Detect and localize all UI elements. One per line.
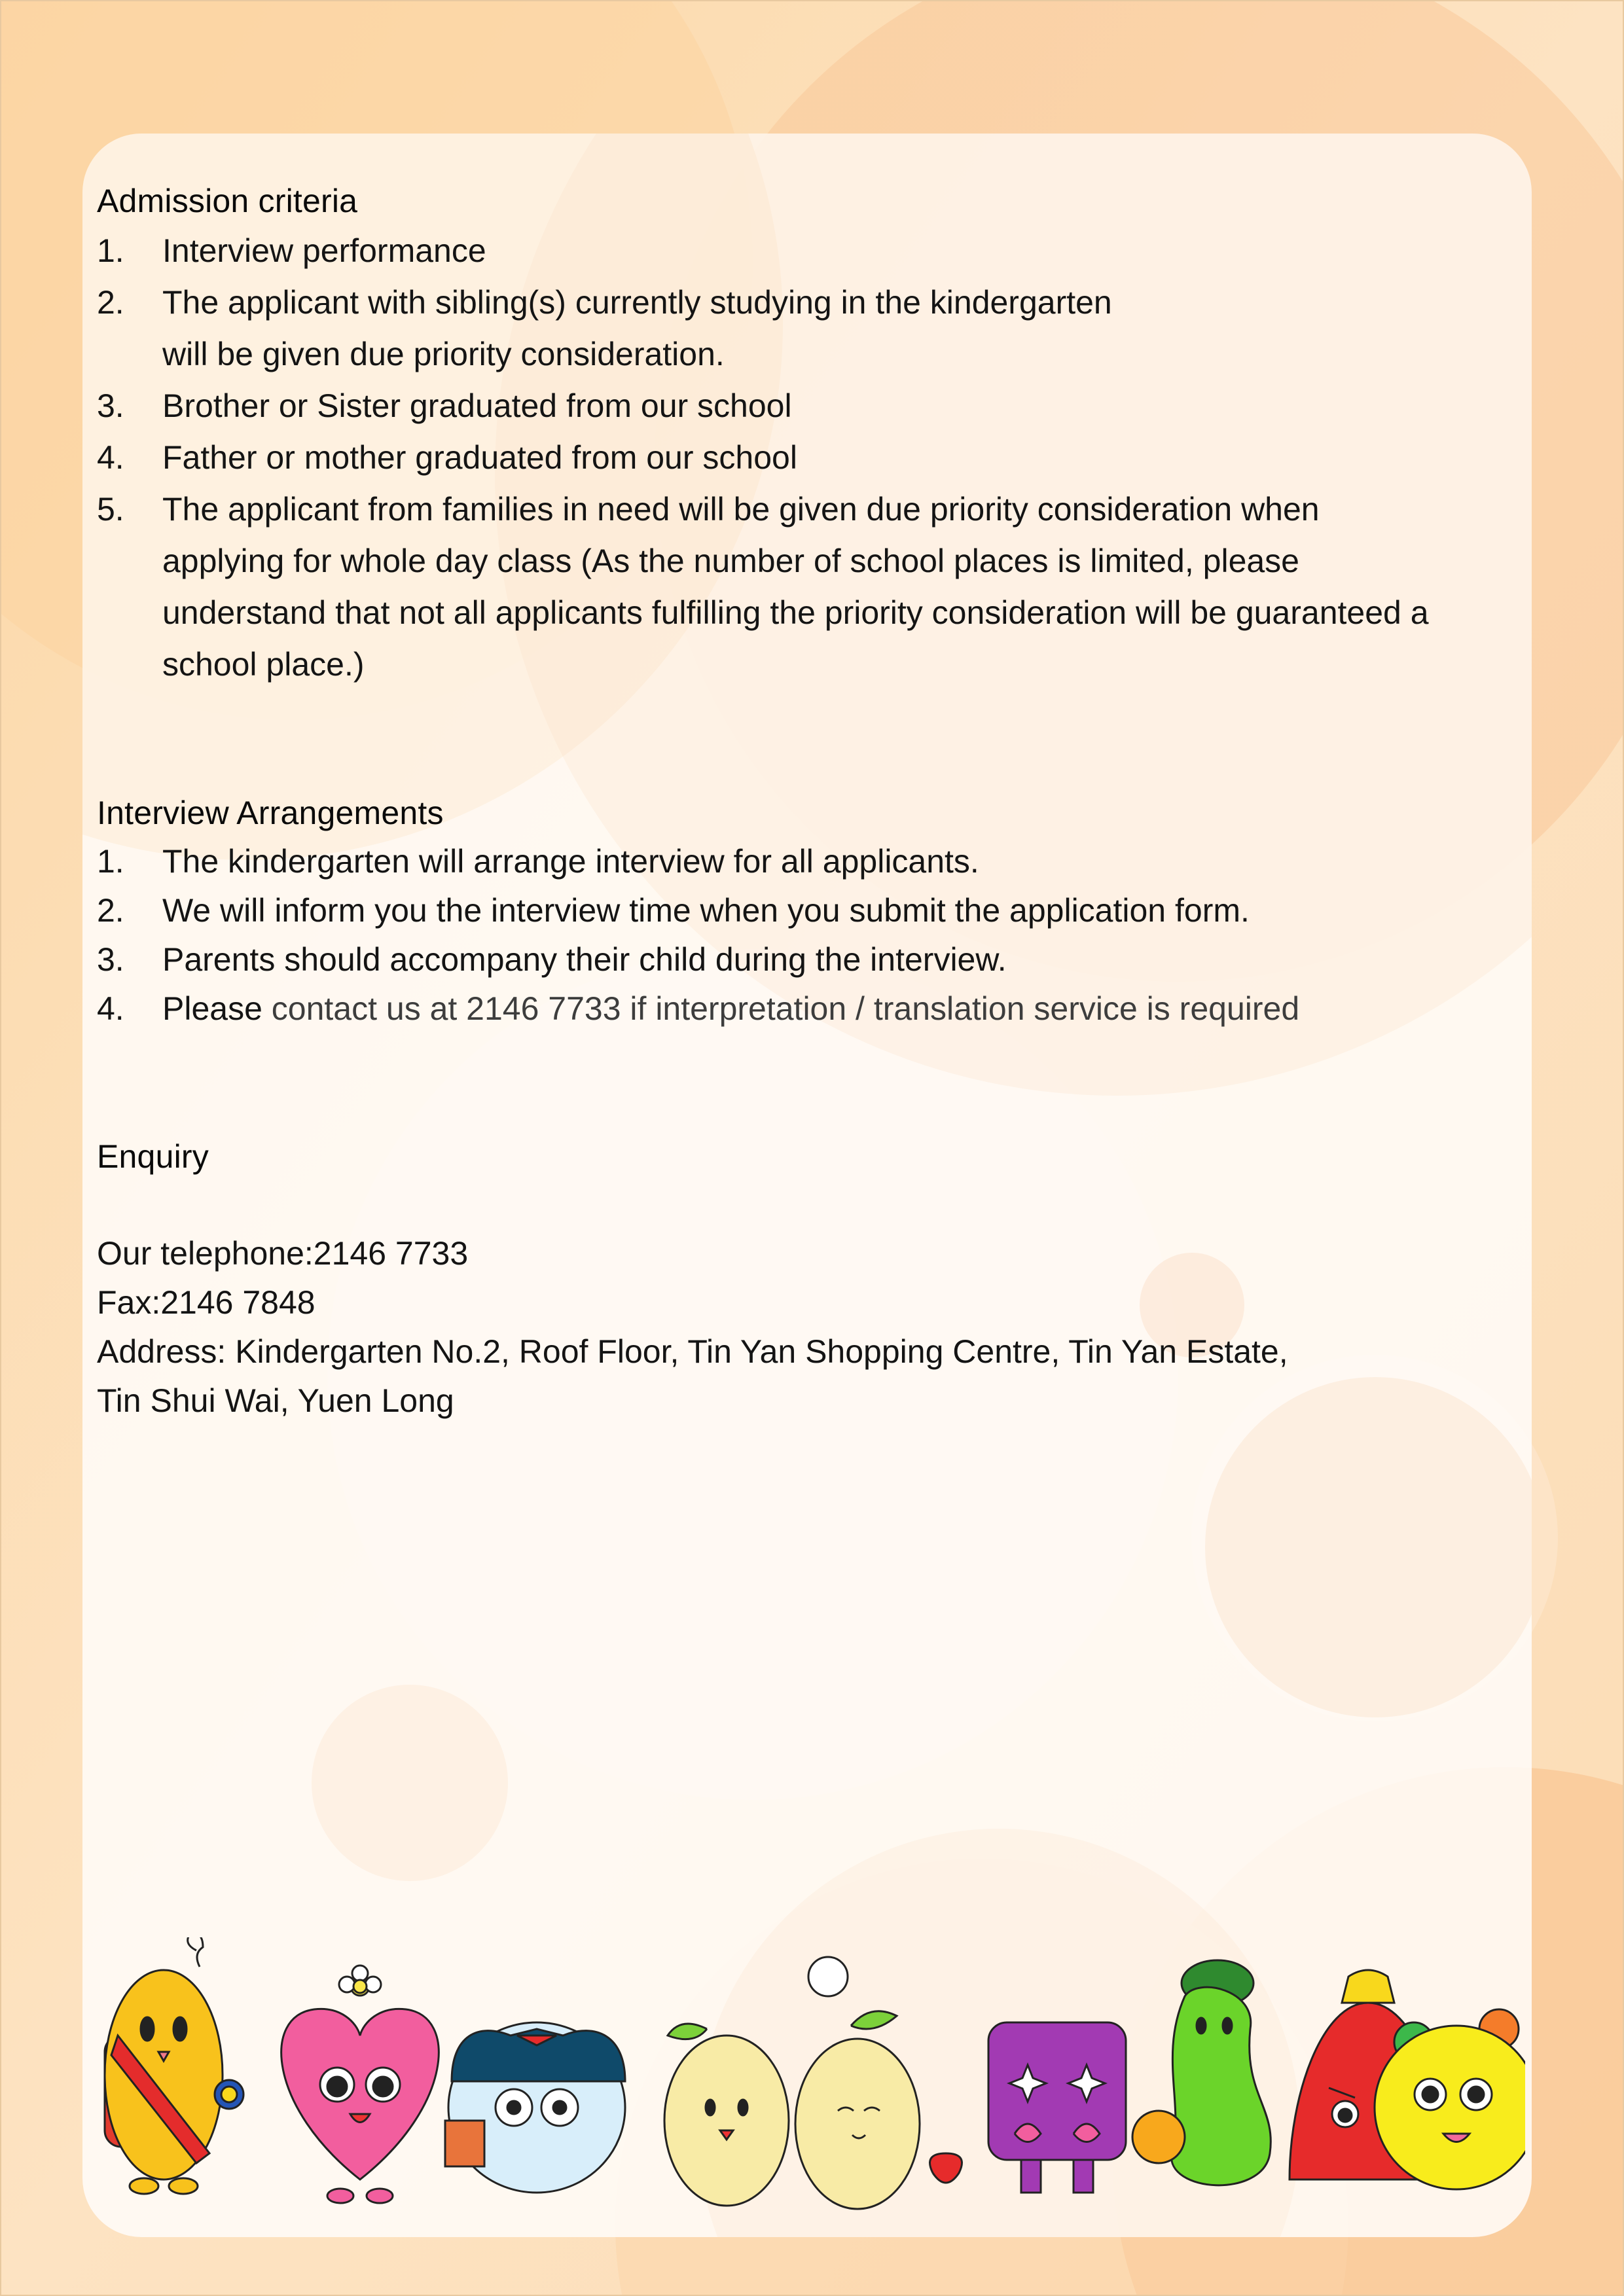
yellow-flower-mascot-icon bbox=[1375, 2009, 1525, 2189]
list-text: The kindergarten will arrange interview for all applicants. bbox=[162, 843, 979, 880]
list-text: Father or mother graduated from our school bbox=[162, 439, 797, 476]
list-text-prefix: Please bbox=[162, 990, 262, 1027]
list-text-line: understand that not all applicants fulfilling the priority consideration will be guaranteed a bbox=[162, 594, 1429, 631]
contact-details bbox=[97, 1229, 1530, 1426]
list-item bbox=[97, 277, 1530, 380]
list-number: 3. bbox=[97, 387, 124, 424]
list-text-line: school place.) bbox=[162, 646, 365, 683]
list-number: 1. bbox=[97, 843, 124, 880]
list-item bbox=[97, 984, 1530, 1033]
interview-list bbox=[97, 837, 1530, 1033]
yellow-sash-mascot-icon bbox=[105, 1937, 244, 2194]
list-item bbox=[97, 484, 1530, 691]
yellow-leaf-mascot-2-icon bbox=[795, 2011, 962, 2209]
list-item bbox=[97, 225, 1530, 277]
enquiry-section bbox=[97, 1132, 1530, 1426]
fax-line: Fax:2146 7848 bbox=[97, 1284, 316, 1321]
list-text-contact: contact us at 2146 7733 if interpretation / translation service is required bbox=[271, 990, 1300, 1027]
pink-heart-mascot-icon bbox=[281, 1965, 439, 2203]
list-text: We will inform you the interview time when you submit the application form. bbox=[162, 892, 1250, 929]
document-body bbox=[97, 177, 1530, 1419]
list-text: Interview performance bbox=[162, 232, 486, 269]
interview-section bbox=[97, 789, 1530, 1033]
list-text-line: will be given due priority consideration. bbox=[162, 336, 725, 372]
admission-list bbox=[97, 225, 1530, 691]
list-text-line: The applicant from families in need will be given due priority consideration when bbox=[162, 491, 1320, 528]
section-heading-interview: Interview Arrangements bbox=[97, 795, 444, 831]
address-line-1: Address: Kindergarten No.2, Roof Floor, Tin Yan Shopping Centre, Tin Yan Estate, bbox=[97, 1333, 1288, 1370]
list-text-line: applying for whole day class (As the number of school places is limited, please bbox=[162, 543, 1299, 579]
list-text: Parents should accompany their child during the interview. bbox=[162, 941, 1007, 978]
list-item bbox=[97, 380, 1530, 432]
list-number: 5. bbox=[97, 491, 124, 528]
list-text-line: The applicant with sibling(s) currently studying in the kindergarten bbox=[162, 284, 1112, 321]
section-heading-enquiry: Enquiry bbox=[97, 1138, 209, 1175]
list-number: 1. bbox=[97, 232, 124, 269]
list-number: 3. bbox=[97, 941, 124, 978]
admission-section bbox=[97, 177, 1530, 691]
list-item bbox=[97, 935, 1530, 984]
section-heading-admission: Admission criteria bbox=[97, 183, 358, 219]
blue-cap-mascot-icon bbox=[445, 2022, 625, 2193]
list-item bbox=[97, 886, 1530, 935]
purple-square-mascot-icon bbox=[988, 2022, 1126, 2193]
list-number: 4. bbox=[97, 439, 124, 476]
list-item bbox=[97, 837, 1530, 886]
list-number: 4. bbox=[97, 990, 124, 1027]
telephone-line: Our telephone:2146 7733 bbox=[97, 1235, 469, 1272]
list-text: Brother or Sister graduated from our school bbox=[162, 387, 792, 424]
address-line-2: Tin Shui Wai, Yuen Long bbox=[97, 1382, 454, 1419]
list-number: 2. bbox=[97, 892, 124, 929]
mascot-illustration bbox=[98, 1937, 1525, 2212]
list-number: 2. bbox=[97, 284, 124, 321]
list-item bbox=[97, 432, 1530, 484]
green-bean-mascot-icon bbox=[1132, 1960, 1271, 2185]
